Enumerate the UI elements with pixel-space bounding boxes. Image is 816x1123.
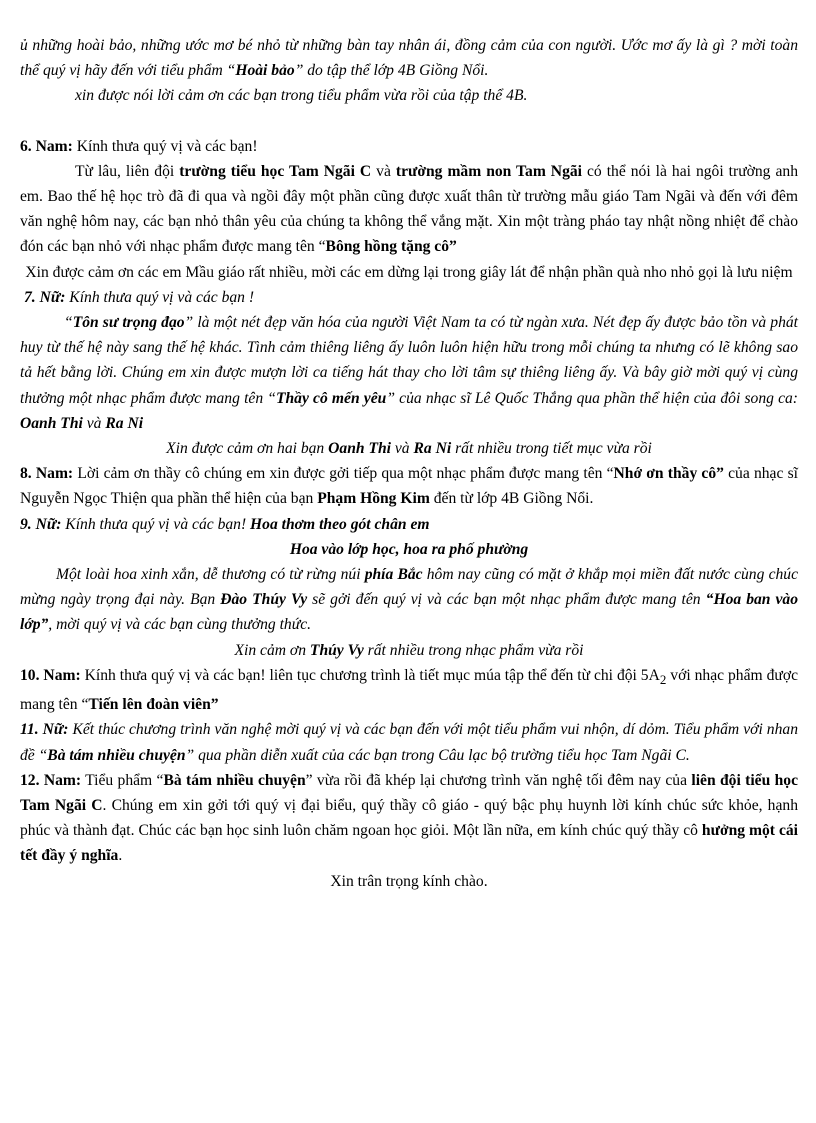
section-6-greeting: Kính thưa quý vị và các bạn! (72, 137, 258, 155)
s10-subscript: 2 (659, 671, 667, 687)
section-7-heading (20, 285, 798, 310)
s9-bold: Đào Thúy Vy (220, 591, 308, 609)
intro-thanks: xin được nói lời cảm ơn các bạn trong tiểu phẩm vừa rồi của tập thể 4B. (75, 87, 528, 105)
s7-text: “ (64, 314, 73, 332)
s6-text: và (371, 162, 396, 180)
s7-thanks-bold: Ra Ni (413, 440, 452, 458)
section-9-verse: Hoa vào lớp học, hoa ra phố phường (289, 540, 529, 558)
s9-bold: Hoa thơm theo gót chân em (250, 515, 430, 533)
s11-text: ” qua phần diễn xuất của các bạn trong Câu lạc bộ trường tiểu học Tam Ngãi C. (185, 746, 690, 764)
s7-bold: Thầy cô mến yêu (275, 389, 387, 407)
s8-bold: Phạm Hồng Kim (317, 490, 430, 508)
s7-text: ” là một nét đẹp văn hóa của người Việt Nam ta có từ ngàn xưa. Nét đẹp ấy được bảo tồn và phát huy từ thế hệ này sang thế hệ khác. Tình cảm thiêng liêng ấy luôn luôn hiện hữu trong mỗi chúng ta nhưng có lẽ không sao tả hết bằng lời. Chúng em xin được mượn lời ca tiếng hát thay cho lời tâm sự thiêng liêng ấy. Và bây giờ mời quý vị cùng thưởng một nhạc phẩm được mang tên “ (20, 314, 798, 407)
s9-text: , mời quý vị và các bạn cùng thưởng thức. (48, 616, 312, 634)
s6-bold: trường mầm non Tam Ngãi (395, 162, 582, 180)
s8-text: của nhạc sĩ Nguyễn Ngọc Thiện qua phần thể hiện của bạn (20, 465, 798, 508)
s9-bold: phía Bắc (364, 566, 423, 584)
s6-text: Từ lâu, liên đội (75, 162, 180, 180)
s9-thanks-bold: Thúy Vy (309, 641, 364, 659)
s8-text: Lời cảm ơn thầy cô chúng em xin được gởi tiếp qua một nhạc phẩm được mang tên “ (73, 465, 614, 483)
spacer (20, 109, 798, 134)
s9-bold: “Hoa ban vào lớp” (20, 591, 799, 634)
closing-line: Xin trân trọng kính chào. (330, 872, 488, 890)
section-7-label: 7. Nữ: (24, 288, 66, 306)
intro-paragraph (20, 33, 798, 83)
section-7-thanks (20, 436, 798, 461)
section-6-thanks: Xin được cảm ơn các em Mầu giáo rất nhiều, mời các em dừng lại trong giây lát để nhận phần quà nho nhỏ gọi là lưu niệm (25, 263, 793, 281)
s7-text: và (82, 414, 106, 432)
s6-bold: trường tiểu học Tam Ngãi C (179, 162, 372, 180)
intro-title-bold: Hoài bảo (235, 62, 295, 80)
s12-text: . (118, 847, 123, 865)
s11-text: Kết thúc chương trình văn nghệ mời quý vị và các bạn đến với một tiểu phẩm vui nhộn, dí dỏm. Tiểu phẩm với nhan đề “ (20, 721, 798, 764)
section-8-body (20, 461, 798, 511)
s8-bold: Nhớ ơn thầy cô” (613, 465, 724, 483)
section-9-heading (20, 512, 798, 537)
s10-text: với nhạc phẩm được mang tên “ (20, 666, 798, 714)
s7-thanks-text: rất nhiều trong tiết mục vừa rồi (451, 440, 652, 458)
s10-text: Kính thưa quý vị và các bạn! liên tục chương trình là tiết mục múa tập thể đến từ chi đội 5A (80, 666, 660, 684)
s9-text: hôm nay cũng có mặt ở khắp mọi miền đất nước cùng chúc mừng ngày trọng đại này. Bạn (20, 566, 799, 609)
s12-bold: Bà tám nhiều chuyện (163, 771, 306, 789)
section-11-label: 11. Nữ: (20, 721, 69, 739)
section-7-body (20, 310, 798, 436)
intro-text-end: ” do tập thể lớp 4B Giồng Nổi. (294, 62, 489, 80)
s7-thanks-bold: Oanh Thi (328, 440, 391, 458)
section-9-label: 9. Nữ: (20, 515, 62, 533)
s9-text: sẽ gởi đến quý vị và các bạn một nhạc phẩm được mang tên (307, 591, 706, 609)
s12-bold: liên đội tiểu học Tam Ngãi C (20, 771, 799, 814)
section-12-label: 12. Nam: (20, 771, 82, 789)
s7-bold: Ra Ni (105, 414, 144, 432)
s7-bold: Tôn sư trọng đạo (72, 314, 185, 332)
section-8-label: 8. Nam: (20, 465, 74, 483)
s7-text: ” của nhạc sĩ Lê Quốc Thắng qua phần thể hiện của đôi song ca: (386, 389, 798, 407)
s7-bold: Oanh Thi (20, 414, 83, 432)
s6-bold: Bông hồng tặng cô” (325, 238, 457, 256)
section-12-body (20, 768, 798, 869)
intro-text: ủ những hoài bảo, những ước mơ bé nhỏ từ những bàn tay nhân ái, đồng cảm của con người. Ước mơ ấy là gì ? mời toàn thể quý vị hãy đến với tiểu phẩm “ (20, 37, 798, 80)
s12-text: . Chúng em xin gởi tới quý vị đại biểu, quý thầy cô giáo - quý bậc phụ huynh lời kính chúc sức khỏe, hạnh phúc và thành đạt. Chúc các bạn học sinh luôn chăm ngoan học giỏi. Một lần nữa, em kính chúc quý thầy cô (20, 797, 798, 840)
section-10-label: 10. Nam: (20, 666, 81, 684)
s10-bold: Tiến lên đoàn viên” (88, 696, 219, 714)
section-10-body (20, 663, 798, 718)
s12-bold: hưởng một cái tết đầy ý nghĩa (20, 822, 799, 865)
s8-text: đến từ lớp 4B Giồng Nổi. (429, 490, 594, 508)
s9-thanks-text: Xin cảm ơn (234, 641, 310, 659)
s12-text: Tiểu phẩm “ (81, 771, 164, 789)
section-6-body (20, 159, 798, 260)
s9-thanks-text: rất nhiều trong nhạc phẩm vừa rồi (363, 641, 584, 659)
s6-text: có thể nói là hai ngôi trường anh em. Bao thế hệ học trò đã đi qua và ngồi đây một phần cũng được xuất thân từ trường mẫu giáo Tam Ngãi và đến với đêm văn nghệ hôm nay, các bạn nhỏ thân yêu của chúng ta không thể vắng mặt. Xin một tràng pháo tay nhật nồng nhiệt để chào đón các bạn nhỏ với nhạc phẩm được mang tên “ (20, 162, 798, 256)
section-6-label: 6. Nam: (20, 137, 73, 155)
s7-thanks-text: và (390, 440, 414, 458)
section-6-heading (20, 134, 798, 159)
s7-thanks-text: Xin được cảm ơn hai bạn (166, 440, 329, 458)
document-page (20, 33, 798, 894)
s12-text: ” vừa rồi đã khép lại chương trình văn nghệ tối đêm nay của (305, 771, 692, 789)
s11-bold: Bà tám nhiều chuyện (47, 746, 186, 764)
s9-text: Một loài hoa xinh xắn, dễ thương có từ rừng núi (56, 566, 365, 584)
section-11-body (20, 717, 798, 767)
section-9-body (20, 562, 798, 638)
s9-text: Kính thưa quý vị và các bạn! (61, 515, 251, 533)
section-7-greeting: Kính thưa quý vị và các bạn ! (65, 288, 255, 306)
section-9-thanks (20, 638, 798, 663)
